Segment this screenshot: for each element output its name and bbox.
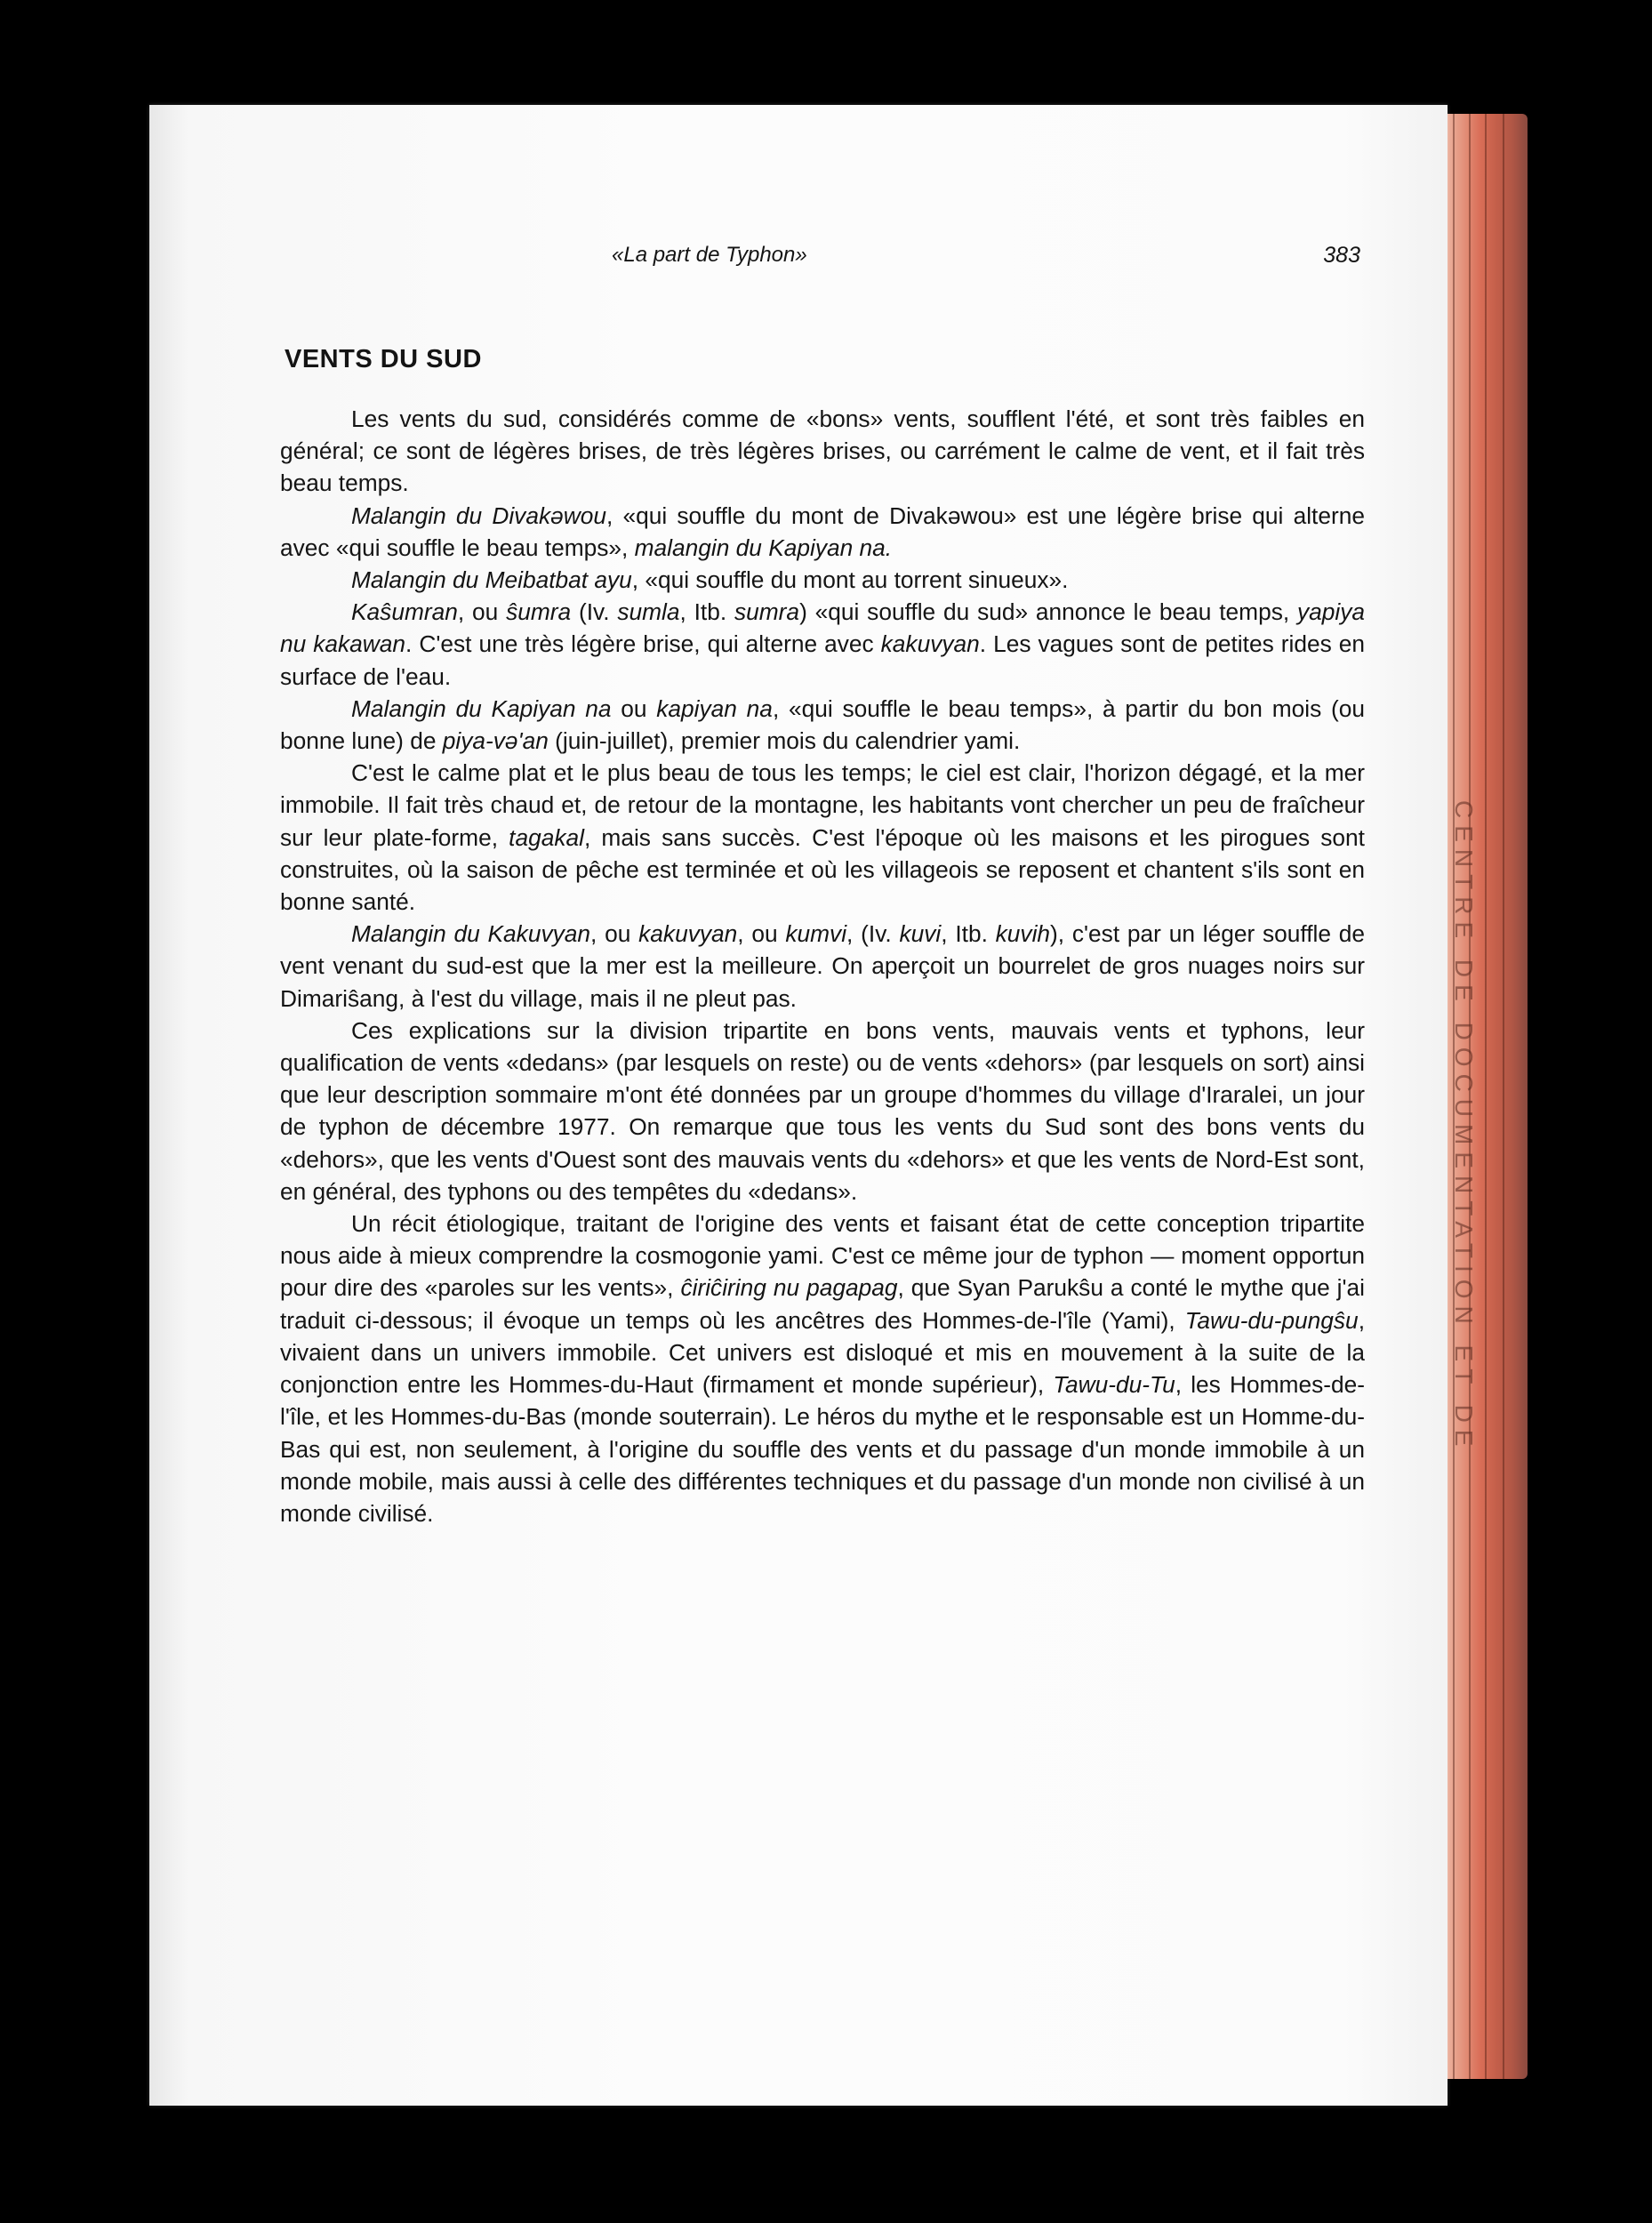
text-run: . C'est une très légère brise, qui alterne avec [405, 630, 881, 658]
text-run: ou [611, 694, 657, 722]
italic-term: Malangin du Divakəwou [351, 502, 606, 529]
text-run: (juin-juillet), premier mois du calendrier yami. [548, 727, 1021, 755]
text-run: Un récit étiologique, traitant de l'origine des vents et faisant état de cette conception tripartite nous aide à mieux comprendre la cosmogonie yami. C'est ce même jour de typhon — moment opportun pour dire des «paroles sur les vents», [280, 1210, 1365, 1302]
italic-term: kakuvyan [880, 630, 980, 658]
text-run: , les Hommes-de-l'île, et les Hommes-du-Bas (monde souterrain). Le héros du mythe et le responsable est un Homme-du-Bas qui est, non seulement, à l'origine du souffle des vents et du passage d'un monde immobile à un monde mobile, mais aussi à celle des différentes techniques et du passage d'un monde non civilisé à un monde civilisé. [280, 1371, 1365, 1527]
text-run: Les vents du sud, considérés comme de «bons» vents, soufflent l'été, et sont très faibles en général; ce sont de légères brises, de très légères brises, ou carrément le calme de vent, et il fait très beau temps. [280, 405, 1365, 497]
paragraph [280, 596, 1365, 693]
text-run: Ces explications sur la division tripartite en bons vents, mauvais vents et typhons, leur qualification de vents «dedans» (par lesquels on reste) ou de vents «dehors» (par lesquels on sort) ainsi que leur description sommaire m'ont été données par un groupe d'hommes du village d'Iraralei, un jour de typhon de décembre 1977. On remarque que tous les vents du Sud sont des bons vents du «dehors», que les vents d'Ouest sont des mauvais vents du «dehors» et que les vents de Nord-Est sont, en général, des typhons ou des tempêtes du «dedans». [280, 1016, 1365, 1205]
page-content [280, 243, 1366, 1529]
text-run: , (Iv. [846, 920, 900, 948]
text-run: ), c'est par un léger souffle de vent venant du sud-est que la mer est la meilleure. On aperçoit un bourrelet de gros nuages noirs sur Dimariŝang, à l'est du village, mais il ne pleut pas. [280, 920, 1366, 1012]
text-run: , ou [590, 920, 639, 948]
italic-term: Kaŝumran [351, 598, 458, 626]
paragraph [280, 564, 1365, 596]
italic-term: sumra [734, 598, 800, 626]
italic-term: Tawu-du-Tu [1053, 1371, 1175, 1399]
book-page [149, 105, 1448, 2106]
italic-term: Tawu-du-pungŝu [1184, 1306, 1359, 1334]
italic-term: kapiyan na [656, 694, 773, 722]
running-head [292, 243, 1360, 278]
text-run: , Itb. [941, 920, 996, 948]
text-run: , Itb. [679, 598, 734, 626]
page-number: 383 [1323, 243, 1360, 268]
italic-term: malangin du Kapiyan na. [634, 534, 893, 561]
text-run: , vivaient dans un univers immobile. Cet univers est disloqué et mis en mouvement à la suite de la conjonction entre les Hommes-du-Haut (firmament et monde supérieur), [280, 1306, 1365, 1399]
text-run: ) «qui souffle du sud» annonce le beau temps, [799, 598, 1297, 626]
section-heading: VENTS DU SUD [285, 345, 482, 373]
paragraph [280, 693, 1365, 757]
italic-term: ŝumra [506, 598, 572, 626]
text-run: , mais sans succès. C'est l'époque où les maisons et les pirogues sont construites, où la saison de pêche est terminée et où les villageois se reposent et chantent s'ils sont en bonne santé. [280, 823, 1365, 916]
italic-term: tagakal [509, 823, 584, 851]
text-run: , «qui souffle le beau temps», à partir du bon mois (ou bonne lune) de [280, 694, 1365, 755]
italic-term: yapiya nu kakawan [280, 598, 1365, 658]
text-run: . Les vagues sont de petites rides en surface de l'eau. [280, 630, 1365, 690]
paragraph [280, 403, 1365, 500]
body-text [280, 403, 1365, 1529]
running-title: «La part de Typhon» [612, 243, 807, 267]
page-edge-stamp: CENTRE DE DOCUMENTATION ET DE [1450, 800, 1478, 1454]
paragraph [280, 1015, 1365, 1208]
italic-term: Malangin du Meibatbat ayu [351, 566, 632, 594]
text-run: C'est le calme plat et le plus beau de tous les temps; le ciel est clair, l'horizon dégagé, et la mer immobile. Il fait très chaud et, de retour de la montagne, les habitants vont chercher un peu de fraîcheur sur leur plate-forme, [280, 759, 1365, 851]
paragraph [280, 1208, 1365, 1529]
paragraph [280, 500, 1365, 564]
italic-term: kakuvyan [638, 920, 738, 948]
italic-term: Malangin du Kapiyan na [351, 694, 612, 722]
paragraph [280, 918, 1365, 1015]
text-run: , ou [457, 598, 507, 626]
text-run: , ou [737, 920, 786, 948]
italic-term: kumvi [785, 920, 847, 948]
text-run: , «qui souffle du mont de Divakəwou» est une légère brise qui alterne avec «qui souffle le beau temps», [280, 502, 1365, 561]
paragraph [280, 757, 1365, 918]
italic-term: kuvi [899, 920, 942, 948]
text-run: (Iv. [571, 598, 618, 626]
italic-term: sumla [617, 598, 680, 626]
italic-term: ĉiriĉiring nu pagapag [680, 1274, 898, 1302]
italic-term: Malangin du Kakuvyan [351, 920, 591, 948]
text-run: , que Syan Parukŝu a conté le mythe que j'ai traduit ci-dessous; il évoque un temps où les ancêtres des Hommes-de-l'île (Yami), [280, 1274, 1366, 1334]
italic-term: piya-və'an [442, 727, 549, 755]
text-run: , «qui souffle du mont au torrent sinueux». [631, 566, 1069, 594]
italic-term: kuvih [995, 920, 1051, 948]
